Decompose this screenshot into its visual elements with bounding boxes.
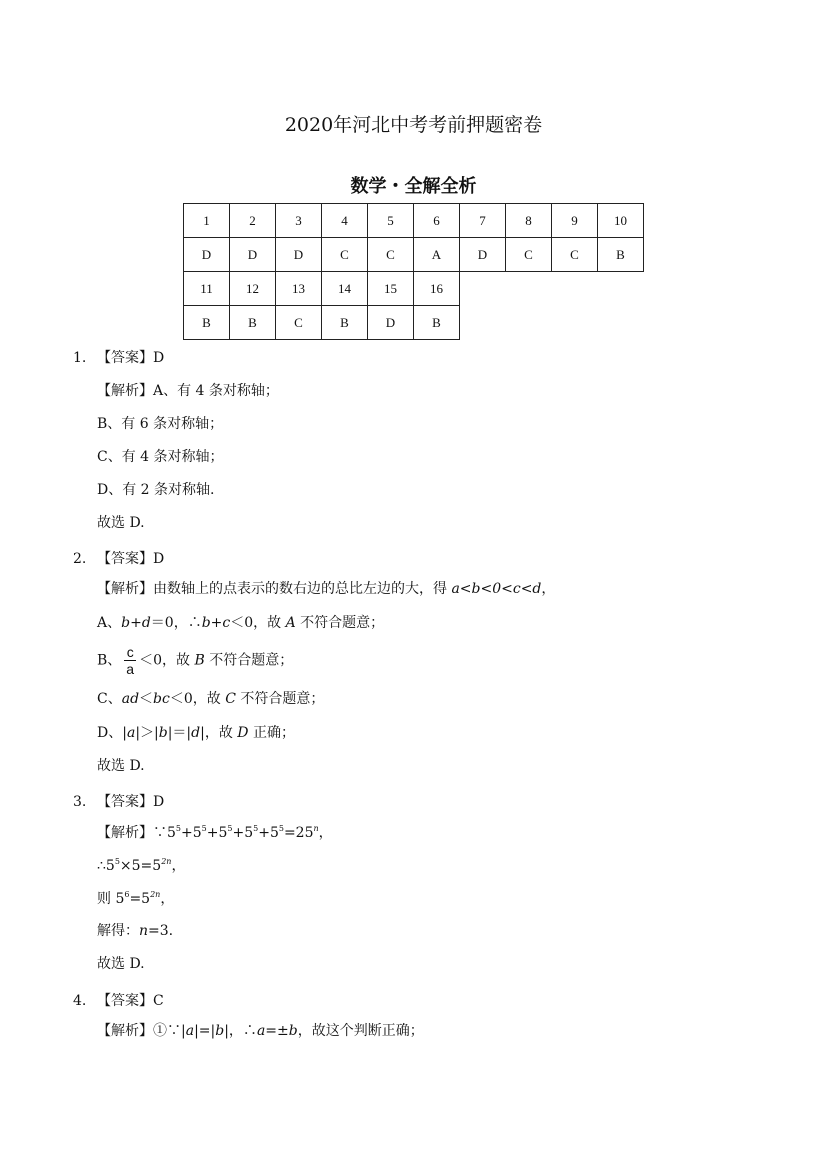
q1-line-5: 故选 D. [97,515,145,531]
table-cell: 13 [276,272,322,306]
text: +5 [258,825,279,841]
table-cell: C [368,238,414,272]
math-expr: a<b<0<c<d [451,581,542,597]
q2-line-1 [97,582,555,596]
document-title: 2020年河北中考考前押题密卷 [284,114,543,136]
table-empty-area [460,272,644,306]
q4-line-1 [97,1024,424,1038]
text: A、 [97,615,122,631]
table-cell: D [276,238,322,272]
table-cell: D [230,238,276,272]
table-empty-area [460,306,644,340]
table-cell: B [230,306,276,340]
text: ，故这个判断正确； [297,1023,424,1039]
text: ＝0，∴ [150,615,202,631]
math-var: 2n [161,857,172,866]
text: ×5=5 [119,858,162,874]
exponent: 5 [114,857,120,866]
answer-table-row-numbers-1 [184,204,644,238]
q2-line-2 [97,616,384,630]
table-cell: B [414,306,460,340]
math-var: b [215,1023,225,1039]
q3-line-4 [97,924,173,938]
answer-table-row-numbers-2 [184,272,644,306]
text: ∴5 [97,858,115,874]
answer-table-row-answers-1 [184,238,644,272]
table-cell: C [276,306,322,340]
math-var: a [185,1023,195,1039]
text: =± [265,1023,289,1039]
table-cell: 6 [414,204,460,238]
text: 正确； [248,725,295,741]
table-cell: 2 [230,204,276,238]
math-var: b [288,1023,298,1039]
q3-number: 3. [73,794,87,810]
q2-answer-line [73,548,164,568]
table-cell: 9 [552,204,598,238]
text: |＝| [167,725,192,741]
text: ＜0，故 [139,652,195,669]
table-cell: 3 [276,204,322,238]
math-var: a [126,725,136,741]
table-cell: 4 [322,204,368,238]
table-cell: 1 [184,204,230,238]
text: ， [318,825,333,841]
math-expr: ad [121,691,140,707]
exponent: 5 [278,824,284,833]
q3-line-2 [97,858,185,873]
table-cell: C [506,238,552,272]
table-cell: 7 [460,204,506,238]
text: 不符合题意； [235,691,325,707]
table-cell: 14 [322,272,368,306]
math-var: n [313,824,319,833]
q3-answer-line [73,791,164,811]
answer-table-row-answers-2 [184,306,644,340]
exponent: 6 [124,890,130,899]
math-expr: b+d [121,615,151,631]
text: |＞| [135,725,159,741]
table-cell: D [368,306,414,340]
text: ， [160,891,175,907]
fraction-denominator: a [126,661,135,677]
fraction-numerator: c [124,644,136,661]
math-var: n [139,923,149,939]
q1-line-1: 【解析】A、有 4 条对称轴； [97,383,279,399]
math-var: 2n [150,890,161,899]
math-var: A [285,615,296,631]
q2-line-3 [97,644,293,677]
text: 不符合题意； [295,615,385,631]
exponent: 5 [201,824,207,833]
text: +5 [232,825,254,841]
text: =5 [129,891,151,907]
q2-line-5 [97,726,295,740]
text: ＜0，故 [230,615,286,631]
text: +5 [181,825,202,841]
text: 【解析】①∵| [97,1023,186,1039]
text: |=| [194,1023,216,1039]
table-cell: 11 [184,272,230,306]
q1-line-2: B、有 6 条对称轴； [97,416,224,432]
q3-line-1 [97,825,333,840]
table-cell: C [552,238,598,272]
q3-line-3 [97,891,174,906]
table-cell: B [184,306,230,340]
math-var: B [194,652,205,669]
text: 【解析】由数轴上的点表示的数右边的总比左边的大，得 [97,581,452,597]
math-var: C [225,691,236,707]
text: 【解析】∵5 [97,825,176,841]
text: 解得： [97,923,139,939]
q3-answer: 【答案】D [97,794,165,810]
exponent: 5 [253,824,259,833]
table-cell: 10 [598,204,644,238]
q1-line-4: D、有 2 条对称轴. [97,482,215,498]
table-cell: 8 [506,204,552,238]
fraction [124,644,136,677]
q2-number: 2. [73,551,87,567]
math-expr: bc [153,691,170,707]
text: B、 [97,652,122,669]
q1-answer: 【答案】D [97,350,165,366]
exponent: 5 [175,824,182,833]
math-expr: b+c [201,615,231,631]
q1-line-3: C、有 4 条对称轴； [97,449,224,465]
q3-line-5: 故选 D. [97,956,145,972]
document-subtitle: 数学・全解全析 [350,176,477,197]
math-var: D [237,725,249,741]
text: ， [171,858,186,874]
q1-answer-line [73,347,164,367]
math-var: d [191,725,201,741]
text: D、| [97,725,127,741]
q2-answer: 【答案】D [97,551,165,567]
exponent [150,890,160,899]
text: +5 [206,825,228,841]
table-cell: D [460,238,506,272]
table-cell: 15 [368,272,414,306]
q1-number: 1. [73,350,87,366]
table-cell: A [414,238,460,272]
text: 不符合题意； [204,652,294,669]
q4-answer-line [73,990,164,1010]
text: =3. [148,923,174,939]
table-cell: B [322,306,368,340]
exponent: 5 [227,824,233,833]
table-cell: B [598,238,644,272]
table-cell: 16 [414,272,460,306]
q4-number: 4. [73,993,87,1009]
text: 则 5 [97,891,125,907]
text: C、 [97,691,122,707]
text: =25 [283,825,314,841]
text: |，故 [200,725,238,741]
math-var: b [158,725,168,741]
text: ＜ [139,691,154,707]
q2-line-6: 故选 D. [97,758,145,774]
table-cell: 5 [368,204,414,238]
table-cell: C [322,238,368,272]
table-cell: D [184,238,230,272]
answer-table [183,203,644,340]
table-cell: 12 [230,272,276,306]
text: ＜0，故 [169,691,226,707]
q4-answer: 【答案】C [97,993,164,1009]
exponent [161,857,171,866]
text: ， [541,581,556,597]
q2-line-4 [97,692,324,706]
math-var: a [256,1023,266,1039]
text: |，∴ [224,1023,257,1039]
